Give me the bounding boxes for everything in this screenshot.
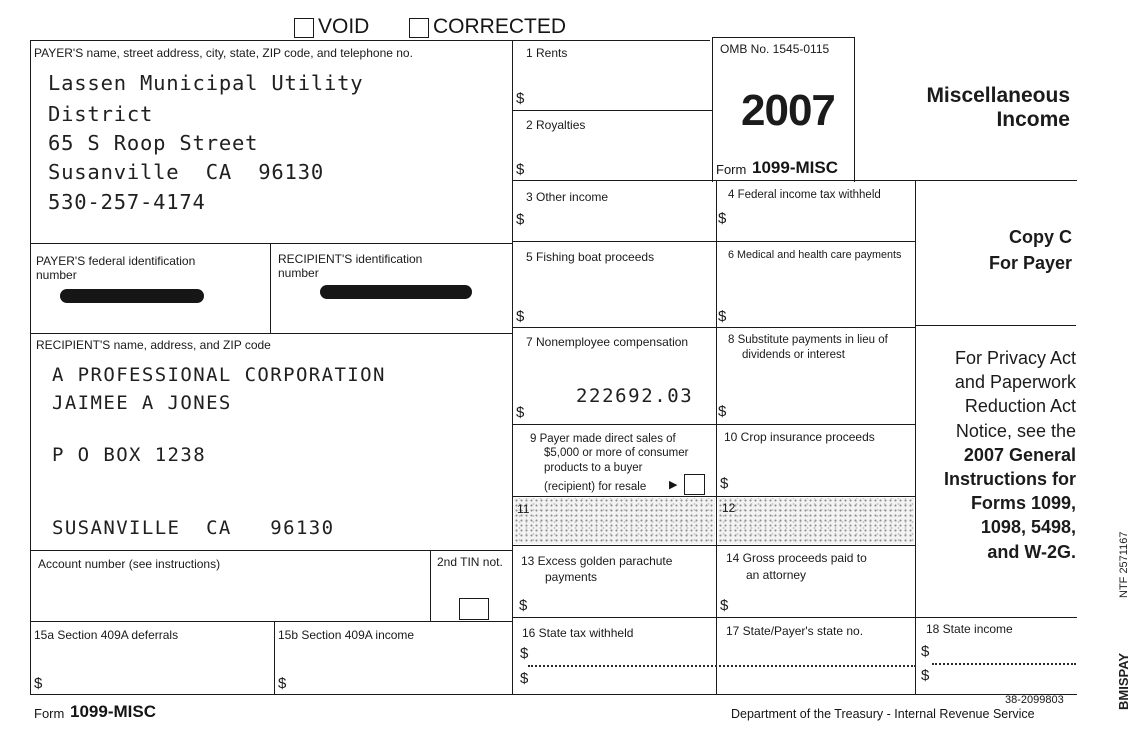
box-6-dollar: $	[718, 308, 727, 325]
payer-fed-id-label-2: number	[36, 268, 77, 282]
box-4-label: 4 Federal income tax withheld	[728, 189, 881, 201]
box-14-label: 14 Gross proceeds paid to	[726, 551, 867, 565]
corrected-checkbox[interactable]	[409, 18, 429, 38]
box-8-dollar: $	[718, 403, 727, 420]
form-title	[880, 84, 1070, 132]
box-14-dollar: $	[720, 597, 729, 614]
recipient-name-line-2: JAIMEE A JONES	[52, 392, 232, 414]
box-2-dollar: $	[516, 161, 525, 178]
footer-department: Department of the Treasury - Internal Revenue Service	[731, 707, 1035, 721]
payer-street: 65 S Roop Street	[48, 131, 259, 155]
box-1-dollar: $	[516, 90, 525, 107]
box-10-label: 10 Crop insurance proceeds	[724, 430, 875, 444]
form-title-line-1: Miscellaneous	[926, 84, 1070, 107]
box-15a-label: 15a Section 409A deferrals	[34, 628, 179, 642]
box-15b-dollar: $	[278, 675, 287, 692]
privacy-line-1: For Privacy Act	[954, 348, 1076, 368]
privacy-line-7: Forms 1099,	[970, 493, 1076, 514]
second-tin-label: 2nd TIN not.	[437, 555, 503, 569]
box-18-label: 18 State income	[926, 622, 1013, 636]
void-label: VOID	[318, 15, 370, 38]
box-5-label: 5 Fishing boat proceeds	[526, 250, 655, 264]
box-3-dollar: $	[516, 211, 525, 228]
omb-form-prefix: Form	[716, 162, 747, 177]
box-17-label: 17 State/Payer's state no.	[726, 624, 864, 638]
recipient-id-label-2: number	[278, 266, 319, 280]
box-11-label: 11	[517, 502, 530, 516]
copy-label-line-2: For Payer	[988, 253, 1072, 273]
box-3-label: 3 Other income	[526, 190, 609, 204]
payer-phone: 530-257-4174	[48, 190, 206, 214]
recipient-label: RECIPIENT'S name, address, and ZIP code	[36, 338, 271, 352]
payer-name-line-2: District	[48, 102, 154, 126]
payer-name-line-1: Lassen Municipal Utility	[48, 71, 364, 95]
payer-label: PAYER'S name, street address, city, state, ZIP code, and telephone no.	[34, 46, 413, 60]
box-9-arrow: ▶	[669, 479, 678, 491]
privacy-line-2: and Paperwork	[954, 372, 1076, 393]
margin-form-code: BMISPAY	[1116, 652, 1131, 710]
box-2-label: 2 Royalties	[526, 118, 586, 132]
box-13-label: 13 Excess golden parachute	[521, 554, 673, 568]
omb-form-name: 1099-MISC	[752, 158, 838, 177]
privacy-line-6: Instructions for	[943, 469, 1076, 490]
privacy-line-3: Reduction Act	[964, 396, 1076, 417]
footer-form-name: 1099-MISC	[70, 702, 156, 721]
box-13-dollar: $	[519, 597, 528, 614]
box-8-label: 8 Substitute payments in lieu of	[728, 334, 888, 346]
box-9-label-3: products to a buyer	[544, 462, 643, 474]
box-18-dollar-1: $	[921, 643, 930, 660]
footer-form-prefix: Form	[34, 706, 65, 721]
box-16-label: 16 State tax withheld	[522, 626, 634, 640]
box-4-dollar: $	[718, 210, 727, 227]
recipient-name-line-1: A PROFESSIONAL CORPORATION	[52, 364, 386, 386]
corrected-label: CORRECTED	[433, 15, 567, 38]
box-12-shading	[718, 498, 914, 544]
void-checkbox[interactable]	[294, 18, 314, 38]
box-7-dollar: $	[516, 404, 525, 421]
privacy-line-4: Notice, see the	[955, 420, 1076, 441]
omb-number: OMB No. 1545-0115	[720, 42, 830, 56]
box-11-shading	[514, 498, 715, 544]
box-9-label: 9 Payer made direct sales of	[530, 433, 676, 445]
recipient-street: P O BOX 1238	[52, 444, 207, 466]
payer-fed-id-redaction	[60, 289, 204, 303]
box-10-dollar: $	[720, 475, 729, 492]
recipient-id-label: RECIPIENT'S identification	[278, 252, 423, 266]
payer-city-state-zip: Susanville CA 96130	[48, 160, 324, 184]
copy-label-line-1: Copy C	[1009, 227, 1072, 247]
box-7-value: 222692.03	[576, 385, 694, 407]
form-title-line-2: Income	[996, 108, 1070, 131]
box-15a-dollar: $	[34, 675, 43, 692]
privacy-line-5: 2007 General	[963, 444, 1076, 465]
box-5-dollar: $	[516, 308, 525, 325]
box-9-label-2: $5,000 or more of consumer	[544, 447, 689, 459]
box-9-label-4: (recipient) for resale	[544, 481, 647, 493]
box-1-label: 1 Rents	[526, 46, 568, 60]
box-8-label-2: dividends or interest	[742, 349, 845, 361]
box-12-label: 12	[722, 501, 736, 515]
second-tin-checkbox[interactable]	[459, 598, 489, 620]
box-13-label-2: payments	[545, 570, 598, 584]
recipient-city-state-zip: SUSANVILLE CA 96130	[52, 517, 335, 539]
box-9-checkbox[interactable]	[684, 474, 705, 495]
box-18-dollar-2: $	[921, 667, 930, 684]
privacy-line-9: and W-2G.	[987, 541, 1076, 562]
account-number-label: Account number (see instructions)	[38, 557, 221, 571]
margin-ntf-code: NTF 2571167	[1118, 531, 1130, 598]
box-16-dollar-1: $	[520, 645, 529, 662]
footer-cat-no: 38-2099803	[1005, 694, 1064, 706]
payer-fed-id-label: PAYER'S federal identification	[36, 254, 196, 268]
box-7-label: 7 Nonemployee compensation	[526, 335, 689, 349]
box-15b-label: 15b Section 409A income	[278, 628, 415, 642]
copy-label	[900, 224, 1072, 276]
box-14-label-2: an attorney	[746, 568, 807, 582]
box-6-label: 6 Medical and health care payments	[728, 249, 902, 261]
box-16-dollar-2: $	[520, 670, 529, 687]
recipient-id-redaction	[320, 285, 472, 299]
tax-year: 2007	[741, 86, 835, 135]
privacy-notice	[900, 346, 1076, 564]
privacy-line-8: 1098, 5498,	[980, 517, 1076, 538]
